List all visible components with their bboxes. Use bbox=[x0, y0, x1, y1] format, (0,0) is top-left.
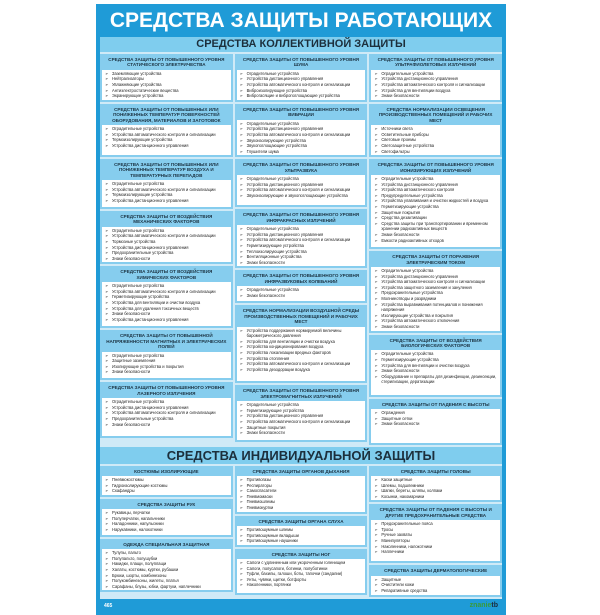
category-item-list bbox=[237, 526, 366, 545]
list-item: ➢ Пневмокуртки bbox=[240, 505, 363, 511]
list-item: ➢ Противошумные наушники bbox=[240, 538, 363, 544]
protection-category-box bbox=[100, 330, 233, 380]
list-item: ➢ Знаки безопасности bbox=[374, 324, 497, 330]
list-item: ➢ Противогазы bbox=[240, 477, 363, 483]
protection-category-box bbox=[100, 539, 233, 593]
list-item: ➢ Герметизирующие устройства bbox=[105, 294, 228, 300]
list-item: ➢ Рукавицы, перчатки bbox=[105, 510, 228, 516]
list-item: ➢ Наколенники, портянки bbox=[240, 582, 363, 588]
list-item: ➢ Ограждения bbox=[374, 410, 497, 416]
list-item: ➢ Устройства дистанционного управления bbox=[374, 76, 497, 82]
category-title: СРЕДСТВА ЗАЩИТЫ ГОЛОВЫ bbox=[400, 468, 471, 474]
list-item: ➢ Заземляющие устройства bbox=[105, 71, 228, 77]
list-item: ➢ Устройства дистанционного управления bbox=[240, 76, 363, 82]
logo-part2: tb bbox=[491, 601, 498, 609]
list-item: ➢ Полупальто, полушубки bbox=[105, 556, 228, 562]
list-item: ➢ Наладонники, напульсники bbox=[105, 521, 228, 527]
list-item: ➢ Устройства автоматического контроля и сигнализации bbox=[240, 187, 363, 193]
list-item: ➢ Защитные покрытия bbox=[374, 210, 497, 216]
list-item: ➢ Сарафаны, блузы, юбки, фартуки, наплечники bbox=[105, 584, 228, 590]
list-item: ➢ Устройства дистанционного управления bbox=[240, 182, 363, 188]
category-title: СРЕДСТВА ЗАЩИТЫ ОТ ПОВЫШЕННЫХ ИЛИ ПОНИЖЕННЫХ ТЕМПЕРАТУР ВОЗДУХА И ТЕМПЕРАТУРНЫХ ПЕРЕПАДОВ bbox=[114, 162, 219, 178]
list-item: ➢ Термоизолирующие устройства bbox=[105, 137, 228, 143]
list-item: ➢ Защитные bbox=[374, 577, 497, 583]
list-item: ➢ Герметизирующие устройства bbox=[374, 357, 497, 363]
list-item: ➢ Оградительные устройства bbox=[374, 71, 497, 77]
list-item: ➢ Оградительные устройства bbox=[105, 126, 228, 132]
list-item: ➢ Оградительные устройства bbox=[240, 402, 363, 408]
list-item: ➢ Скафандры bbox=[105, 488, 228, 494]
category-title: СРЕДСТВА ЗАЩИТЫ НОГ bbox=[271, 551, 331, 557]
list-item: ➢ Устройства автоматического контроля и сигнализации bbox=[105, 187, 228, 193]
list-item: ➢ Устройства для вентиляции и очистки воздуха bbox=[240, 339, 363, 345]
list-item: ➢ Нарукавники, налокотники bbox=[105, 527, 228, 533]
poster bbox=[96, 4, 506, 615]
category-title: СРЕДСТВА ЗАЩИТЫ ОТ ПОВЫШЕННОГО УРОВНЯ ВИБРАЦИИ bbox=[242, 107, 360, 118]
list-item: ➢ Оградительные устройства bbox=[374, 351, 497, 357]
list-item: ➢ Предохранительные пояса bbox=[374, 521, 497, 527]
protection-category-box bbox=[369, 54, 502, 102]
list-item: ➢ Световые проемы bbox=[374, 137, 497, 143]
list-item: ➢ Устройства поддержания нормируемой величины барометрического давления bbox=[240, 328, 363, 339]
list-item: ➢ Сапоги, полусапоги, ботинки, полуботинки bbox=[240, 566, 363, 572]
list-item: ➢ Пневмокостюмы bbox=[105, 477, 228, 483]
protection-category-box bbox=[100, 466, 233, 497]
category-title: СРЕДСТВА ЗАЩИТЫ ОТ ПОВЫШЕННОГО УРОВНЯ ИНФРАКРАСНЫХ ИЗЛУЧЕНИЙ bbox=[242, 212, 360, 223]
list-item: ➢ Устройства отопления bbox=[240, 356, 363, 362]
protection-category-box bbox=[235, 385, 368, 442]
category-item-list bbox=[371, 476, 500, 500]
list-item: ➢ Средства дезактивации bbox=[374, 215, 497, 221]
list-item: ➢ Осветительные приборы bbox=[374, 132, 497, 138]
category-title: СРЕДСТВА ЗАЩИТЫ ОТ ПАДЕНИЯ С ВЫСОТЫ bbox=[381, 401, 490, 407]
list-item: ➢ Устройства автоматического контроля и сигнализации bbox=[105, 132, 228, 138]
category-item-list bbox=[102, 180, 231, 207]
list-item: ➢ Знаки безопасности bbox=[240, 293, 363, 299]
list-item: ➢ Вентиляционные устройства bbox=[240, 254, 363, 260]
list-item: ➢ Устройства защитного заземления и зануления bbox=[374, 285, 497, 291]
protection-category-box bbox=[235, 159, 368, 207]
list-item: ➢ Устройства локализации вредных факторов bbox=[240, 350, 363, 356]
category-item-list bbox=[102, 70, 231, 100]
list-item: ➢ Тормозные устройства bbox=[105, 239, 228, 245]
protection-category-box bbox=[235, 209, 368, 268]
list-item: ➢ Устройства автоматического контроля и сигнализации bbox=[374, 279, 497, 285]
list-item: ➢ Самоспасатели bbox=[240, 488, 363, 494]
list-item: ➢ Звукоизолирующие устройства bbox=[240, 138, 363, 144]
protection-category-box bbox=[235, 270, 368, 303]
category-item-list bbox=[371, 576, 500, 595]
protection-category-box bbox=[369, 104, 502, 157]
list-item: ➢ Устройства для вентиляции и очистки воздуха bbox=[105, 300, 228, 306]
list-item: ➢ Накидки, плащи, полуплащи bbox=[105, 561, 228, 567]
category-title: СРЕДСТВА ЗАЩИТЫ ОТ ПОВЫШЕННОГО УРОВНЯ ЛАЗЕРНОГО ИЗЛУЧЕНИЯ bbox=[108, 385, 225, 396]
protection-category-box bbox=[235, 54, 368, 102]
category-item-list bbox=[371, 175, 500, 247]
protection-category-box bbox=[235, 305, 368, 383]
list-item: ➢ Знаки безопасности bbox=[105, 256, 228, 262]
protection-category-box bbox=[369, 399, 502, 445]
list-item: ➢ Оградительные устройства bbox=[105, 228, 228, 234]
list-item: ➢ Молниеотводы и разрядники bbox=[374, 296, 497, 302]
list-item: ➢ Оградительные устройства bbox=[374, 176, 497, 182]
list-item: ➢ Туфли, бахилы, галоши, боты, тапочки (сандалии) bbox=[240, 571, 363, 577]
category-item-list bbox=[371, 125, 500, 155]
list-item: ➢ Звукопоглощающие устройства bbox=[240, 143, 363, 149]
list-item: ➢ Наколенники, налокотники bbox=[374, 544, 497, 550]
logo-part1: znanie bbox=[469, 601, 492, 609]
list-item: ➢ Оградительные устройства bbox=[240, 176, 363, 182]
list-item: ➢ Защитные покрытия bbox=[240, 425, 363, 431]
category-title: СРЕДСТВА ЗАЩИТЫ ОТ ПОВЫШЕННОГО УРОВНЯ УЛЬТРАЗВУКА bbox=[242, 162, 360, 173]
list-item: ➢ Устройства автоматического отключения bbox=[374, 318, 497, 324]
protection-category-box bbox=[369, 335, 502, 397]
category-title: СРЕДСТВА ЗАЩИТЫ ОТ ПОВЫШЕННОГО УРОВНЯ ШУМА bbox=[242, 57, 360, 68]
footer bbox=[96, 599, 506, 615]
category-item-list bbox=[371, 70, 500, 100]
list-item: ➢ Устройства автоматического контроля и сигнализации bbox=[105, 410, 228, 416]
individual-column bbox=[235, 466, 368, 597]
publisher-logo bbox=[470, 602, 498, 609]
individual-column bbox=[100, 466, 233, 597]
list-item: ➢ Звукоизолирующие и звукопоглощающие устройства bbox=[240, 193, 363, 199]
category-title: СРЕДСТВА ЗАЩИТЫ ОТ ПОВЫШЕННОЙ НАПРЯЖЕННОСТИ МАГНИТНЫХ И ЭЛЕКТРИЧЕСКИХ ПОЛЕЙ bbox=[106, 333, 227, 350]
collective-column bbox=[369, 54, 502, 445]
list-item: ➢ Устройства дистанционного управления bbox=[374, 274, 497, 280]
list-item: ➢ Устройства автоматического контроля и сигнализации bbox=[240, 237, 363, 243]
list-item: ➢ Косынки, накомарники bbox=[374, 494, 497, 500]
protection-category-box bbox=[100, 266, 233, 328]
category-title: СРЕДСТВА ЗАЩИТЫ ОТ ПОВЫШЕННОГО УРОВНЯ ЭЛЕКТРОМАГНИТНЫХ ИЗЛУЧЕНИЙ bbox=[242, 388, 360, 399]
list-item: ➢ Нейтрализаторы bbox=[105, 76, 228, 82]
list-item: ➢ Очистители кожи bbox=[374, 582, 497, 588]
list-item: ➢ Тросы bbox=[374, 527, 497, 533]
list-item: ➢ Устройства улавливания и очистки жидкостей и воздуха bbox=[374, 198, 497, 204]
category-title: КОСТЮМЫ ИЗОЛИРУЮЩИЕ bbox=[134, 468, 199, 474]
list-item: ➢ Устройства автоматического контроля и сигнализации bbox=[240, 419, 363, 425]
category-item-list bbox=[102, 398, 231, 436]
list-item: ➢ Каски защитные bbox=[374, 477, 497, 483]
list-item: ➢ Устройства автоматического контроля и сигнализации bbox=[240, 132, 363, 138]
category-item-list bbox=[102, 476, 231, 495]
category-item-list bbox=[102, 509, 231, 535]
list-item: ➢ Противошумные шлемы bbox=[240, 527, 363, 533]
list-item: ➢ Унты, чувяки, щитки, ботфорты bbox=[240, 577, 363, 583]
poster-title: СРЕДСТВА ЗАЩИТЫ РАБОТАЮЩИХ bbox=[109, 9, 493, 32]
list-item: ➢ Манипуляторы bbox=[374, 538, 497, 544]
list-item: ➢ Знаки безопасности bbox=[374, 93, 497, 99]
category-item-list bbox=[237, 401, 366, 440]
list-item: ➢ Защитные заземления bbox=[105, 358, 228, 364]
list-item: ➢ Ручные захваты bbox=[374, 532, 497, 538]
list-item: ➢ Термоизолирующие устройства bbox=[105, 192, 228, 198]
list-item: ➢ Устройства дистанционного управления bbox=[105, 143, 228, 149]
protection-category-box bbox=[100, 499, 233, 537]
protection-category-box bbox=[100, 211, 233, 264]
category-item-list bbox=[371, 267, 500, 331]
category-title: СРЕДСТВА ЗАЩИТЫ ОТ ВОЗДЕЙСТВИЯ БИОЛОГИЧЕСКИХ ФАКТОРОВ bbox=[389, 337, 482, 348]
list-item: ➢ Устройства автоматического контроля и сигнализации bbox=[105, 233, 228, 239]
category-title: СРЕДСТВА НОРМАЛИЗАЦИИ ВОЗДУШНОЙ СРЕДЫ ПРОИЗВОДСТВЕННЫХ ПОМЕЩЕНИЙ И РАБОЧИХ МЕСТ bbox=[242, 308, 360, 325]
list-item: ➢ Устройства автоматического контроля bbox=[374, 187, 497, 193]
list-item: ➢ Знаки безопасности bbox=[105, 369, 228, 375]
list-item: ➢ Устройства дистанционного управления bbox=[240, 413, 363, 419]
category-title: СРЕДСТВА ЗАЩИТЫ ОТ ПАДЕНИЯ С ВЫСОТЫ И ДРУГИЕ ПРЕДОХРАНИТЕЛЬНЫЕ СРЕДСТВА bbox=[379, 507, 492, 518]
protection-category-box bbox=[235, 516, 368, 547]
list-item: ➢ Экранирующие устройства bbox=[105, 93, 228, 99]
category-item-list bbox=[237, 225, 366, 266]
list-item: ➢ Оградительные устройства bbox=[105, 353, 228, 359]
category-title: СРЕДСТВА ЗАЩИТЫ ОРГАНА СЛУХА bbox=[258, 518, 344, 524]
category-title: СРЕДСТВА ЗАЩИТЫ ДЕРМАТОЛОГИЧЕСКИЕ bbox=[384, 568, 488, 574]
list-item: ➢ Оборудование и препараты для дезинфекции, дезинсекции, стерилизации, дератизации bbox=[374, 374, 497, 385]
list-item: ➢ Знаки безопасности bbox=[374, 232, 497, 238]
protection-category-box bbox=[369, 504, 502, 563]
list-item: ➢ Полуперчатки, напальчники bbox=[105, 516, 228, 522]
category-item-list bbox=[371, 409, 500, 443]
category-item-list bbox=[237, 70, 366, 100]
list-item: ➢ Знаки безопасности bbox=[105, 311, 228, 317]
list-item: ➢ Устройства дистанционного управления bbox=[105, 317, 228, 323]
list-item: ➢ Устройства автоматического контроля и сигнализации bbox=[240, 82, 363, 88]
list-item: ➢ Гидроизолирующие костюмы bbox=[105, 483, 228, 489]
list-item: ➢ Изолирующие устройства и покрытия bbox=[374, 313, 497, 319]
list-item: ➢ Устройства дистанционного управления bbox=[240, 126, 363, 132]
protection-category-box bbox=[235, 549, 368, 595]
list-item: ➢ Устройства дистанционного управления bbox=[105, 405, 228, 411]
category-title: СРЕДСТВА ЗАЩИТЫ РУК bbox=[137, 501, 196, 507]
category-title: СРЕДСТВА ЗАЩИТЫ ОРГАНОВ ДЫХАНИЯ bbox=[252, 468, 350, 474]
collective-protection-heading: СРЕДСТВА КОЛЛЕКТИВНОЙ ЗАЩИТЫ bbox=[100, 37, 502, 52]
list-item: ➢ Шлемы, подшлемники bbox=[374, 483, 497, 489]
list-item: ➢ Устройства автоматического контроля и сигнализации bbox=[240, 361, 363, 367]
category-item-list bbox=[237, 476, 366, 512]
list-item: ➢ Оградительные устройства bbox=[240, 71, 363, 77]
protection-category-box bbox=[369, 159, 502, 249]
category-item-list bbox=[237, 120, 366, 156]
list-item: ➢ Глушители шума bbox=[240, 149, 363, 155]
list-item: ➢ Светозащитные устройства bbox=[374, 143, 497, 149]
list-item: ➢ Оградительные устройства bbox=[105, 283, 228, 289]
list-item: ➢ Устройства дезодорации воздуха bbox=[240, 367, 363, 373]
category-title: СРЕДСТВА ЗАЩИТЫ ОТ ПОВЫШЕННОГО УРОВНЯ УЛЬТРАФИОЛЕТОВЫХ ИЗЛУЧЕНИЙ bbox=[377, 57, 494, 68]
category-title: СРЕДСТВА ЗАЩИТЫ ОТ ПОВЫШЕННЫХ ИЛИ ПОНИЖЕННЫХ ТЕМПЕРАТУР ПОВЕРХНОСТЕЙ ОБОРУДОВАНИЯ, МАТЕРИАЛОВ И ЗАГОТОВОК bbox=[112, 107, 221, 123]
list-item: ➢ Защитные сетки bbox=[374, 416, 497, 422]
page-number: 465 bbox=[104, 602, 113, 609]
list-item: ➢ Предохранительные устройства bbox=[374, 290, 497, 296]
list-item: ➢ Антиэлектростатические вещества bbox=[105, 88, 228, 94]
list-item: ➢ Оградительные устройства bbox=[240, 121, 363, 127]
protection-category-box bbox=[369, 466, 502, 503]
list-item: ➢ Увлажняющие устройства bbox=[105, 82, 228, 88]
list-item: ➢ Оградительные устройства bbox=[240, 226, 363, 232]
list-item: ➢ Знаки безопасности bbox=[105, 422, 228, 428]
list-item: ➢ Респираторы bbox=[240, 483, 363, 489]
list-item: ➢ Знаки безопасности bbox=[240, 260, 363, 266]
category-item-list bbox=[371, 350, 500, 394]
individual-protection-heading: СРЕДСТВА ИНДИВИДУАЛЬНОЙ ЗАЩИТЫ bbox=[100, 447, 502, 464]
list-item: ➢ Предупредительные устройства bbox=[374, 193, 497, 199]
list-item: ➢ Устройства для вентиляции воздуха bbox=[374, 88, 497, 94]
category-item-list bbox=[371, 520, 500, 561]
category-title: ОДЕЖДА СПЕЦИАЛЬНАЯ ЗАЩИТНАЯ bbox=[123, 541, 210, 547]
category-item-list bbox=[102, 282, 231, 326]
category-item-list bbox=[237, 286, 366, 301]
list-item: ➢ Средства защиты при транспортировании и временном хранении радиоактивных веществ bbox=[374, 221, 497, 232]
list-item: ➢ Источники света bbox=[374, 126, 497, 132]
list-item: ➢ Устройства для вентиляции и очистки воздуха bbox=[374, 363, 497, 369]
category-item-list bbox=[102, 227, 231, 263]
list-item: ➢ Устройства выравнивания потенциалов и понижения напряжения bbox=[374, 302, 497, 313]
list-item: ➢ Полукомбинезоны, жилеты, платья bbox=[105, 578, 228, 584]
list-item: ➢ Шапки, береты, шляпы, колпаки bbox=[374, 488, 497, 494]
list-item: ➢ Брюки, шорты, комбинезоны bbox=[105, 573, 228, 579]
list-item: ➢ Герметизирующие устройства bbox=[374, 204, 497, 210]
category-item-list bbox=[237, 327, 366, 382]
category-item-list bbox=[237, 559, 366, 593]
collective-column bbox=[235, 54, 368, 445]
list-item: ➢ Оградительные устройства bbox=[374, 268, 497, 274]
list-item: ➢ Оградительные устройства bbox=[105, 399, 228, 405]
category-title: СРЕДСТВА ЗАЩИТЫ ОТ ПОВЫШЕННОГО УРОВНЯ ИОНИЗИРУЮЩИХ ИЗЛУЧЕНИЙ bbox=[377, 162, 494, 173]
list-item: ➢ Оградительные устройства bbox=[105, 181, 228, 187]
list-item: ➢ Емкости радиоактивных отходов bbox=[374, 238, 497, 244]
list-item: ➢ Репаративные средства bbox=[374, 588, 497, 594]
list-item: ➢ Теплоизолирующие устройства bbox=[240, 249, 363, 255]
individual-protection-section bbox=[100, 464, 502, 599]
list-item: ➢ Оградительные устройства bbox=[240, 287, 363, 293]
protection-category-box bbox=[100, 382, 233, 438]
list-item: ➢ Пневмомаски bbox=[240, 494, 363, 500]
list-item: ➢ Знаки безопасности bbox=[374, 368, 497, 374]
category-title: СРЕДСТВА НОРМАЛИЗАЦИИ ОСВЕЩЕНИЯ ПРОИЗВОДСТВЕННЫХ ПОМЕЩЕНИЙ И РАБОЧИХ МЕСТ bbox=[378, 107, 493, 123]
protection-category-box bbox=[100, 54, 233, 102]
collective-column bbox=[100, 54, 233, 445]
category-title: СРЕДСТВА ЗАЩИТЫ ОТ ВОЗДЕЙСТВИЯ МЕХАНИЧЕСКИХ ФАКТОРОВ bbox=[120, 214, 213, 225]
list-item: ➢ Тулупы, пальто bbox=[105, 550, 228, 556]
protection-category-box bbox=[369, 251, 502, 332]
list-item: ➢ Знаки безопасности bbox=[240, 430, 363, 436]
protection-category-box bbox=[235, 104, 368, 157]
collective-protection-section bbox=[100, 52, 502, 447]
category-item-list bbox=[102, 125, 231, 155]
list-item: ➢ Предохранительные устройства bbox=[105, 416, 228, 422]
list-item: ➢ Наплечники bbox=[374, 549, 497, 555]
list-item: ➢ Сапоги с удлиненным или укороченным голенищем bbox=[240, 560, 363, 566]
protection-category-box bbox=[100, 159, 233, 209]
category-item-list bbox=[102, 549, 231, 590]
category-title: СРЕДСТВА ЗАЩИТЫ ОТ ПОРАЖЕНИЯ ЭЛЕКТРИЧЕСКИМ ТОКОМ bbox=[392, 254, 480, 265]
list-item: ➢ Светофильтры bbox=[374, 149, 497, 155]
list-item: ➢ Устройства кондиционирования воздуха bbox=[240, 344, 363, 350]
category-title: СРЕДСТВА ЗАЩИТЫ ОТ ПОВЫШЕННОГО УРОВНЯ СТАТИЧЕСКОГО ЭЛЕКТРИЧЕСТВА bbox=[108, 57, 225, 68]
list-item: ➢ Виброизолирующие устройства bbox=[240, 88, 363, 94]
list-item: ➢ Виброгасящие и вибропоглощающие устройства bbox=[240, 93, 363, 99]
list-item: ➢ Знаки безопасности bbox=[374, 421, 497, 427]
protection-category-box bbox=[235, 466, 368, 514]
list-item: ➢ Пневмошлемы bbox=[240, 499, 363, 505]
list-item: ➢ Изолирующие устройства и покрытия bbox=[105, 364, 228, 370]
list-item: ➢ Халаты, костюмы, куртки, рубашки bbox=[105, 567, 228, 573]
category-title: СРЕДСТВА ЗАЩИТЫ ОТ ПОВЫШЕННОГО УРОВНЯ ИНФРАЗВУКОВЫХ КОЛЕБАНИЙ bbox=[242, 273, 360, 284]
list-item: ➢ Противошумные вкладыши bbox=[240, 533, 363, 539]
list-item: ➢ Устройства дистанционного управления bbox=[240, 232, 363, 238]
category-title: СРЕДСТВА ЗАЩИТЫ ОТ ВОЗДЕЙСТВИЯ ХИМИЧЕСКИХ ФАКТОРОВ bbox=[120, 269, 213, 280]
protection-category-box bbox=[369, 565, 502, 596]
list-item: ➢ Устройства для удаления токсичных веществ bbox=[105, 306, 228, 312]
list-item: ➢ Устройства дистанционного управления bbox=[105, 245, 228, 251]
category-item-list bbox=[237, 175, 366, 205]
list-item: ➢ Устройства дистанционного управления bbox=[374, 182, 497, 188]
individual-column bbox=[369, 466, 502, 597]
protection-category-box bbox=[100, 104, 233, 157]
list-item: ➢ Предохранительные устройства bbox=[105, 250, 228, 256]
list-item: ➢ Устройства дистанционного управления bbox=[105, 198, 228, 204]
list-item: ➢ Герметизирующие устройства bbox=[240, 243, 363, 249]
list-item: ➢ Герметизирующие устройства bbox=[240, 408, 363, 414]
category-item-list bbox=[102, 352, 231, 379]
list-item: ➢ Устройства автоматического контроля и сигнализации bbox=[374, 82, 497, 88]
list-item: ➢ Устройства автоматического контроля и сигнализации bbox=[105, 289, 228, 295]
